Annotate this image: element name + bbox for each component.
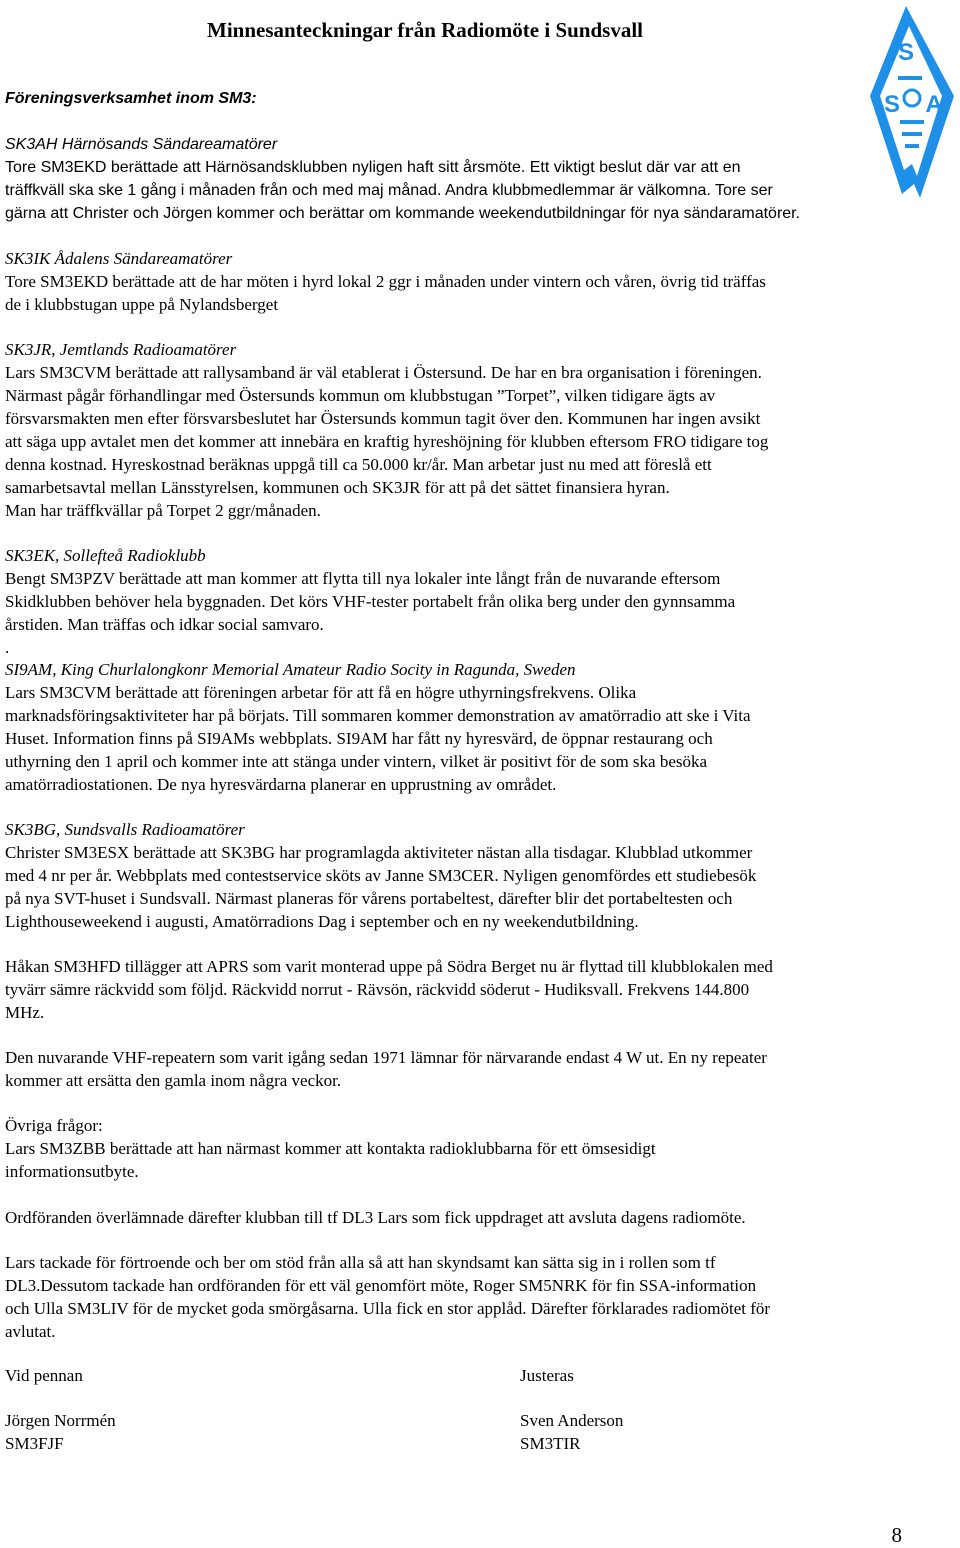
text-line: . xyxy=(5,638,10,657)
text-line: Lars tackade för förtroende och ber om stöd från alla så att han skyndsamt kan sätta sig in i rollen som tf xyxy=(5,1253,716,1272)
text-line: Christer SM3ESX berättade att SK3BG har programlagda aktiviteter nästan alla tisdagar. Klubblad utkommer xyxy=(5,843,753,862)
club-title: SK3IK Ådalens Sändareamatörer xyxy=(5,249,233,268)
section-title: Övriga frågor: xyxy=(5,1116,103,1135)
section-sk3ik xyxy=(5,247,905,316)
text-line: tyvärr sämre räckvidd som följd. Räckvidd norrut - Rävsön, räckvidd söderut - Hudiksvall. Frekvens 144.800 xyxy=(5,980,750,999)
text-line: denna kostnad. Hyreskostnad beräknas uppgå till ca 50.000 kr/år. Man arbetar just nu med att föreslå ett xyxy=(5,455,712,474)
text-line: Man har träffkvällar på Torpet 2 ggr/månaden. xyxy=(5,501,321,520)
club-title: SK3BG, Sundsvalls Radioamatörer xyxy=(5,820,245,839)
text-line: marknadsföringsaktiviteter har på börjats. Till sommaren kommer demonstration av amatörradio att ske i Vita xyxy=(5,706,751,725)
text-line: träffkväll ska ske 1 gång i månaden från och med maj månad. Andra klubbmedlemmar är välkomna. Tore ser xyxy=(5,182,773,199)
text-line: Den nuvarande VHF-repeatern som varit igång sedan 1971 lämnar för närvarande endast 4 W ut. En ny repeater xyxy=(5,1048,767,1067)
svg-text:S: S xyxy=(883,91,901,118)
text-line: Huset. Information finns på SI9AMs webbplats. SI9AM har fått ny hyresvärd, de öppnar restaurang och xyxy=(5,729,713,748)
section-sk3jr xyxy=(5,338,905,522)
club-title: SK3AH Härnösands Sändareamatörer xyxy=(5,136,278,153)
signature-left-name: Jörgen Norrmén xyxy=(5,1411,116,1430)
section-aprs xyxy=(5,955,905,1024)
text-line: på nya SVT-huset i Sundsvall. Närmast planeras för vårens portabeltest, därefter blir det portabeltesten och xyxy=(5,889,733,908)
text-line: och Ulla SM3LIV för de mycket goda smörgåsarna. Ulla fick en stor applåd. Därefter förklarades radiomötet för xyxy=(5,1299,771,1318)
section-heading: Föreningsverksamhet inom SM3: xyxy=(5,90,257,107)
text-line: amatörradiostationen. De nya hyresvärdarna planerar en upprustning av området. xyxy=(5,775,557,794)
svg-text:A: A xyxy=(925,91,943,118)
text-line: Skidklubben behöver hela byggnaden. Det körs VHF-tester portabelt från olika berg under den gynnsamma xyxy=(5,592,736,611)
page-number: 8 xyxy=(891,1523,902,1547)
text-line: kommer att ersätta den gamla inom några veckor. xyxy=(5,1071,342,1090)
text-line: informationsutbyte. xyxy=(5,1162,139,1181)
section-closing xyxy=(5,1251,905,1343)
text-line: att säga upp avtalet men det kommer att innebära en kraftig hyreshöjning för klubben eftersom FRO tidigare tog xyxy=(5,432,769,451)
text-line: DL3.Dessutom tackade han ordföranden för ett väl genomfört möte, Roger SM5NRK för fin SSA-information xyxy=(5,1276,757,1295)
text-line: MHz. xyxy=(5,1003,45,1022)
text-line: årstiden. Man träffas och idkar social samvaro. xyxy=(5,615,324,634)
text-line: Lars SM3CVM berättade att rallysamband är väl etablerat i Östersund. De har en bra organisation i föreningen. xyxy=(5,363,762,382)
page-header-title: Minnesanteckningar från Radiomöte i Sundsvall xyxy=(207,18,644,42)
svg-text:S: S xyxy=(897,39,915,66)
club-title: SI9AM, King Churlalongkonr Memorial Amateur Radio Socity in Ragunda, Sweden xyxy=(5,660,576,679)
section-handover xyxy=(5,1206,905,1229)
section-other xyxy=(5,1114,905,1183)
signature-right-call: SM3TIR xyxy=(520,1434,581,1453)
text-line: med 4 nr per år. Webbplats med contestservice sköts av Janne SM3CER. Nyligen genomfördes ett studiebesök xyxy=(5,866,757,885)
text-line: Lighthouseweekend i augusti, Amatörradions Dag i september och en ny weekendutbildning. xyxy=(5,912,639,931)
section-sk3bg xyxy=(5,818,905,933)
text-line: Närmast pågår förhandlingar med Östersunds kommun om klubbstugan ”Torpet”, vilken tidigare ägts av xyxy=(5,386,716,405)
section-si9am xyxy=(5,658,905,796)
text-line: samarbetsavtal mellan Länsstyrelsen, kommunen och SK3JR för att på det sättet finansiera hyran. xyxy=(5,478,670,497)
text-line: Lars SM3ZBB berättade att han närmast kommer att kontakta radioklubbarna för ett ömsesidigt xyxy=(5,1139,656,1158)
signature-left-label: Vid pennan xyxy=(5,1366,83,1385)
section-sk3ek xyxy=(5,544,905,659)
club-title: SK3JR, Jemtlands Radioamatörer xyxy=(5,340,237,359)
text-line: Tore SM3EKD berättade att de har möten i hyrd lokal 2 ggr i månaden under vintern och våren, övrig tid träffas xyxy=(5,272,766,291)
signature-right-label: Justeras xyxy=(520,1366,574,1385)
text-line: Bengt SM3PZV berättade att man kommer att flytta till nya lokaler inte långt från de nuvarande eftersom xyxy=(5,569,721,588)
section-sk3ah xyxy=(5,133,905,225)
text-line: uthyrning den 1 april och kommer inte att stänga under vintern, vilket är positivt för de som ska besöka xyxy=(5,752,708,771)
text-line: försvarsmakten men efter försvarsbeslutet har Östersunds kommun tagit över den. Kommunen har ingen avsikt xyxy=(5,409,761,428)
text-line: Lars SM3CVM berättade att föreningen arbetar för att få en högre uthyrningsfrekvens. Olika xyxy=(5,683,637,702)
signature-left-call: SM3FJF xyxy=(5,1434,64,1453)
text-line: Tore SM3EKD berättade att Härnösandsklubben nyligen haft sitt årsmöte. Ett viktigt beslut där var att en xyxy=(5,159,741,176)
text-line: Ordföranden överlämnade därefter klubban till tf DL3 Lars som fick uppdraget att avsluta dagens radiomöte. xyxy=(5,1208,746,1227)
text-line: avlutat. xyxy=(5,1322,56,1341)
text-line: Håkan SM3HFD tillägger att APRS som varit monterad uppe på Södra Berget nu är flyttad till klubblokalen med xyxy=(5,957,773,976)
club-title: SK3EK, Sollefteå Radioklubb xyxy=(5,546,206,565)
signature-right-name: Sven Anderson xyxy=(520,1411,624,1430)
text-line: de i klubbstugan uppe på Nylandsberget xyxy=(5,295,279,314)
text-line: gärna att Christer och Jörgen kommer och berättar om kommande weekendutbildningar för nya sändaramatörer. xyxy=(5,205,801,222)
section-repeater xyxy=(5,1046,905,1092)
